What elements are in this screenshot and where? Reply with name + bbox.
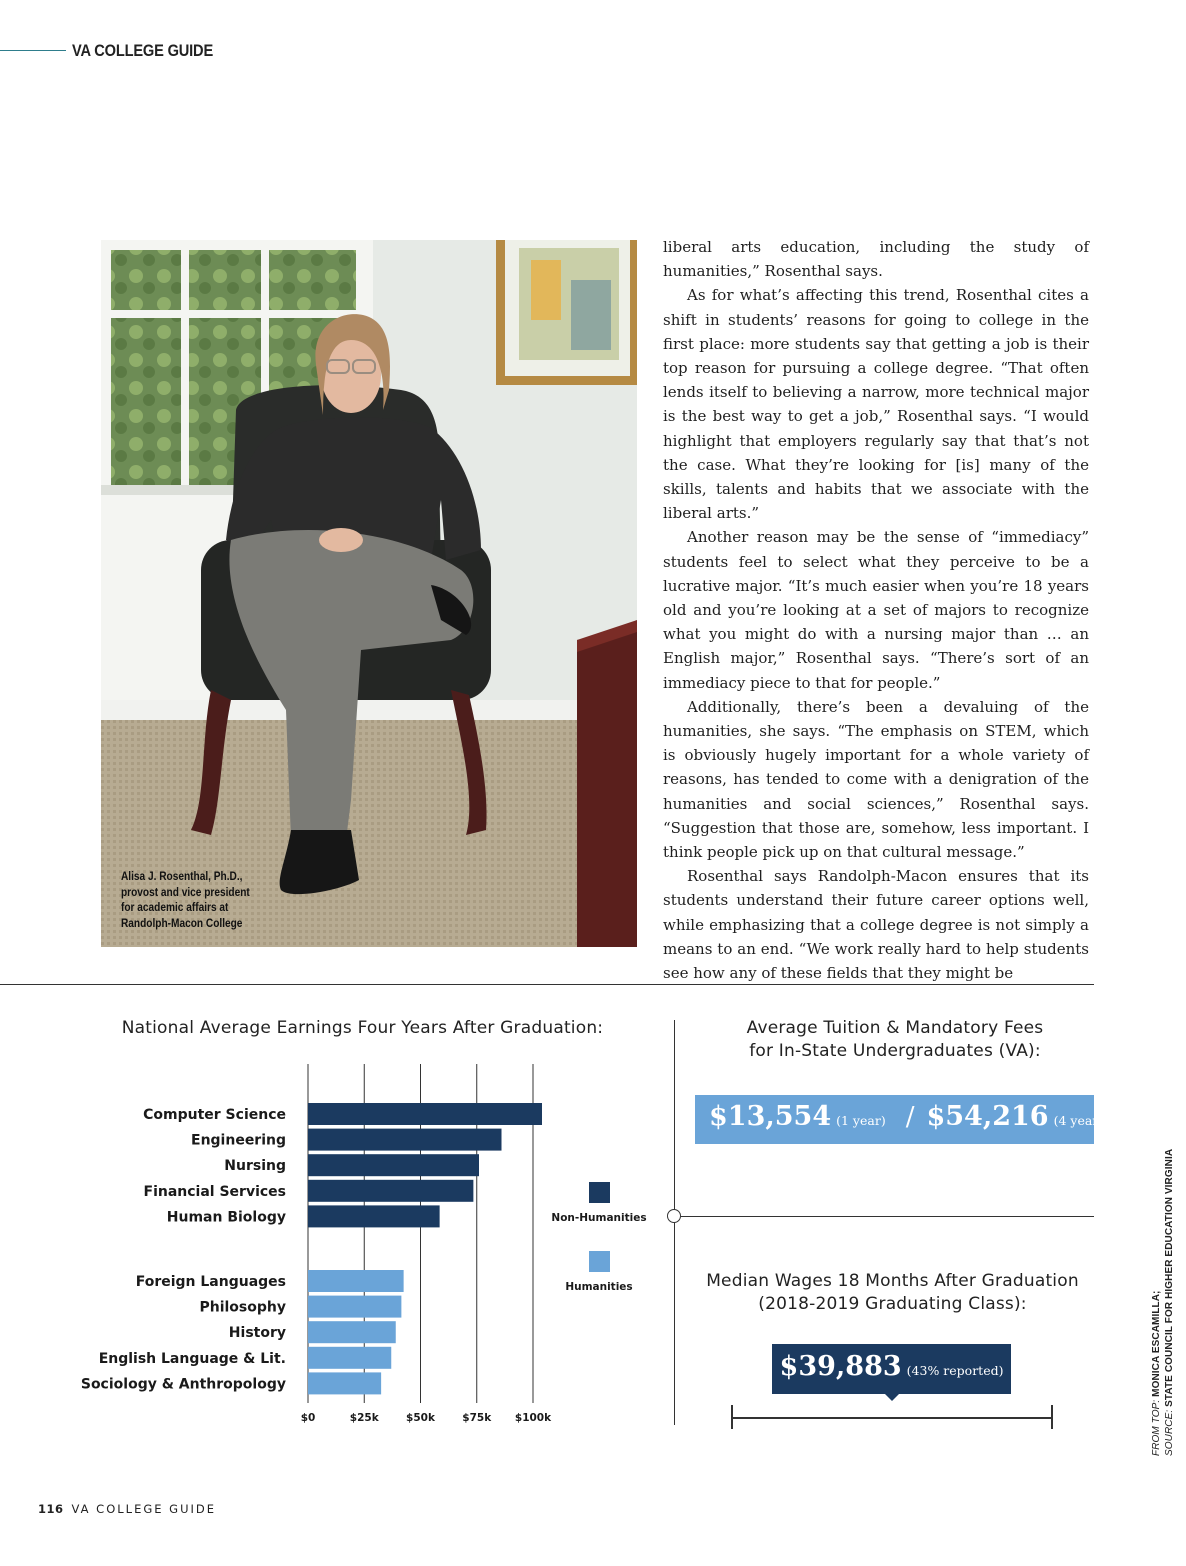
bar <box>308 1180 473 1202</box>
article-paragraph: Rosenthal says Randolph-Macon ensures that its students understand their future career options well, while emphasizing that a college degree is not simply a means to an end. “We work really hard to help students see how any of these fields that they might be <box>663 867 1089 983</box>
category-label: Nursing <box>224 1158 286 1175</box>
article-paragraph: liberal arts education, including the study of humanities,” Rosenthal says. <box>663 238 1089 281</box>
page-footer <box>38 1502 216 1516</box>
earnings-bar-chart <box>0 1050 665 1435</box>
tuition-separator: / <box>905 1102 915 1132</box>
article-paragraph: Additionally, there’s been a devaluing of the humanities, she says. “The emphasis on STEM, which is obviously hugely important for a whole variety of reasons, has tended to come with a denigration of the humanities and social sciences,” Rosenthal says. “Suggestion that those are, somehow, less important. I think people pick up on that cultural message.” <box>663 697 1089 862</box>
header-rule <box>0 50 66 51</box>
caption-line: for academic affairs at <box>121 902 229 914</box>
horizontal-divider <box>681 1216 1094 1217</box>
footer-publication: VA COLLEGE GUIDE <box>71 1502 217 1516</box>
bar <box>308 1372 381 1394</box>
photo-credit <box>1150 1149 1176 1456</box>
tuition-one-year-value: $13,554 <box>709 1101 832 1132</box>
wages-scale-cap <box>1051 1405 1053 1429</box>
bar <box>308 1154 479 1176</box>
x-tick-label: $75k <box>462 1412 492 1424</box>
category-label: Engineering <box>191 1132 286 1149</box>
credit-name: MONICA ESCAMILLA; <box>1151 1290 1162 1397</box>
category-label: Foreign Languages <box>135 1274 286 1290</box>
tuition-title-line: Average Tuition & Mandatory Fees <box>746 1018 1044 1038</box>
article-paragraph: Another reason may be the sense of “immediacy” students feel to select what they perceive to be a lucrative major. “It’s much easier when you’re 18 years old and you’re looking at a set of majors to recognize what you might do with a nursing major than … an English major,” Rosenthal says. “There’s sort of an immediacy piece to that for people.” <box>663 528 1089 692</box>
category-label: Sociology & Anthropology <box>80 1376 286 1393</box>
bar <box>308 1296 401 1318</box>
category-label: Computer Science <box>143 1107 286 1123</box>
caption-line: Alisa J. Rosenthal, Ph.D., <box>121 871 243 883</box>
legend-label: Non-Humanities <box>551 1212 647 1224</box>
tuition-figure-box <box>695 1095 1110 1144</box>
caption-line: provost and vice president <box>121 886 250 899</box>
wages-scale-cap <box>731 1405 733 1429</box>
wages-note: (43% reported) <box>906 1363 1004 1378</box>
portrait-photo <box>101 240 637 947</box>
x-tick-label: $0 <box>300 1412 316 1424</box>
bar <box>308 1347 391 1369</box>
bar <box>308 1129 502 1151</box>
wages-scale-line <box>732 1417 1053 1419</box>
credit-prefix: SOURCE: <box>1164 1409 1175 1456</box>
x-tick-label: $25k <box>349 1412 379 1424</box>
legend-swatch <box>589 1182 610 1203</box>
divider-node-icon <box>667 1209 681 1223</box>
tuition-four-year-note: (4 years) <box>1053 1113 1110 1128</box>
caption-line: Randolph-Macon College <box>121 917 243 930</box>
wages-pointer-icon <box>885 1394 899 1401</box>
wages-title-line: Median Wages 18 Months After Graduation <box>706 1271 1079 1291</box>
tuition-title-line: for In-State Undergraduates (VA): <box>749 1041 1041 1061</box>
page-number: 116 <box>38 1502 64 1516</box>
category-label: Financial Services <box>143 1183 286 1200</box>
x-tick-label: $50k <box>406 1412 435 1424</box>
photo-caption <box>121 870 323 932</box>
section-title: VA COLLEGE GUIDE <box>72 41 214 60</box>
bar <box>308 1321 396 1343</box>
portrait-illustration <box>101 240 637 947</box>
wages-title <box>690 1270 1095 1316</box>
category-label: Philosophy <box>199 1299 286 1316</box>
article-paragraph: As for what’s affecting this trend, Rosenthal cites a shift in students’ reasons for going to college in the first place: more students say that getting a job is their top reason for pursuing a college degree. “That often lends itself to believing a narrow, more technical major is the best way to get a job,” Rosenthal says. “I would highlight that employers regularly say that that’s not the case. What they’re looking for [is] many of the skills, talents and habits that we associate with the liberal arts.” <box>663 286 1089 523</box>
credit-source: STATE COUNCIL FOR HIGHER EDUCATION VIRGINIA <box>1164 1148 1175 1407</box>
legend-label: Humanities <box>565 1281 633 1293</box>
tuition-one-year-note: (1 year) <box>836 1113 886 1128</box>
tuition-four-year-value: $54,216 <box>926 1101 1049 1132</box>
bar <box>308 1205 440 1227</box>
credit-prefix: FROM TOP: <box>1151 1399 1162 1456</box>
wages-title-line: (2018-2019 Graduating Class): <box>758 1294 1027 1314</box>
x-tick-label: $100k <box>514 1412 552 1424</box>
wages-value: $39,883 <box>779 1351 902 1382</box>
wages-figure-box <box>772 1344 1011 1394</box>
category-label: History <box>228 1325 286 1342</box>
tuition-title <box>700 1017 1090 1063</box>
article-body <box>663 235 1089 985</box>
chart-title: National Average Earnings Four Years After Graduation: <box>121 1018 604 1038</box>
category-label: Human Biology <box>166 1209 286 1226</box>
category-label: English Language & Lit. <box>98 1350 286 1367</box>
bar <box>308 1270 404 1292</box>
legend-swatch <box>589 1251 610 1272</box>
bar <box>308 1103 542 1125</box>
section-divider <box>0 984 1094 985</box>
